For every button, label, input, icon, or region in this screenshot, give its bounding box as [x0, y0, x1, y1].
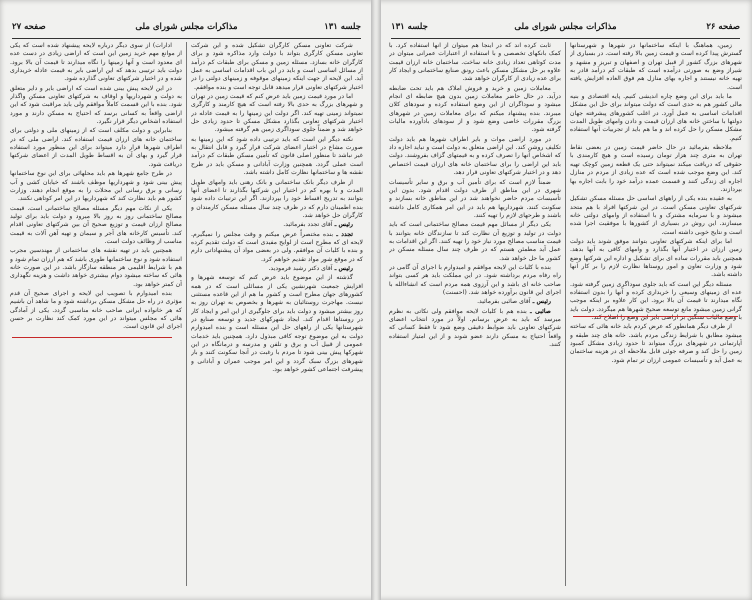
speaker-name: رئیس ـ [334, 264, 353, 272]
left-page-header [12, 22, 361, 36]
paragraph-text: آقای دکتر رشید فرمودید. [268, 264, 333, 272]
paragraph-text: همچنین باید در تهیه نقشه های ساختمانی از مهندسین مجرب استفاده شود و نوع ساختمانها طوری باشد که هم ارزان تمام شود و هم با شرایط اقلیمی هر منطقه سازگار باشد. در این صورت خانه هائی که ساخته میشود دوام بیشتری خواهد داشت و هزینه نگهداری آن کمتر خواهد بود. [10, 247, 182, 288]
right-column-a [570, 42, 742, 586]
paragraph [389, 221, 561, 263]
speaker-name: تجدد ـ [336, 230, 353, 238]
left-session-number: جلسه ۱۳۱ [324, 22, 361, 32]
paragraph [389, 85, 561, 135]
paragraph-text: نکته دیگر این است که باید ترتیبی داده شود که این زمینها به صورت مشاع در اختیار اعضای شرکت قرار گیرد و قابل انتقال به غیر نباشد تا منظور اصلی قانون که تأمین مسکن طبقات کم درآمد است عملی گردد. همچنین وزارت آبادانی و مسکن باید در طرح نقشه ها و ساختمانها نظارت کامل داشته باشد. [191, 135, 363, 177]
paragraph-text: بنده هم با کلیات لایحه موافقم ولی نکاتی به نظرم میرسد که باید به عرض برسانم. اولاً در مورد انتخاب اعضای شرکتهای تعاونی باید ضوابط دقیقی وضع شود تا فقط کسانی که واقعاً احتیاج به مسکن دارند عضو شوند و از این امتیاز استفاده کنند. [389, 307, 561, 349]
paragraph [570, 144, 742, 194]
paragraph-text: شرکت تعاونی مسکن کارگران تشکیل شده و این شرکت تعاونی مسکن کارگری بتواند با دولت وارد مذاکره شود و برای کارگران خانه بسازد. مسئله زمین و مسکن برای طبقات کم درآمد از مسائل اساسی است و باید در این باب اقدامات اساسی به عمل آید. این لایحه از جهت اینکه زمینهای موقوفه و زمینهای دولتی را در اختیار شرکتهای تعاونی قرار میدهد قابل توجه است و بنده موافقم. [191, 42, 363, 91]
paragraph-text: بنابراین و دولت مکلف است که از زمینهای ملی و دولتی برای ساختمان خانه های ارزان قیمت استفاده کند. اراضی ملی که در اطراف شهرها قرار دارد میتواند برای این منظور مورد استفاده قرار گیرد و بهای آن به اقساط طویل المدت از اعضای شرکتها دریافت شود. [10, 127, 182, 168]
left-column-a [191, 42, 363, 586]
speaker-name: صائبی ـ [529, 307, 552, 315]
paragraph-text: بنده با کلیات این لایحه موافقم و امیدوارم با اجرای آن گامی در راه رفاه مردم برداشته شود. در این مملکت باید هر کسی بتواند صاحب خانه ای باشد و این آرزوی همه مردم است که انشاءالله با اجرای این قانون برآورده خواهد شد. (احسنت) [389, 263, 561, 296]
paragraph [389, 136, 561, 178]
paragraph [10, 42, 182, 84]
paragraph-text: اما برای اینکه شرکتهای تعاونی بتوانند موفق شوند باید دولت زمین ارزان در اختیار آنها بگذارد و وامهای کافی به آنها بدهد. همچنین باید مقررات ساده ای برای تشکیل و اداره این شرکتها وضع شود و وزارت تعاون و امور روستاها نظارت لازم را بر کار آنها داشته باشد. [570, 237, 742, 279]
right-red-mark [573, 316, 738, 317]
paragraph-text: از طرف دیگر همانطور که عرض کردم باید خانه هائی که ساخته میشود مطابق با شرایط زندگی مردم باشد. خانه های چند طبقه و آپارتمانی در شهرهای بزرگ میتواند تا حدود زیادی مشکل کمبود زمین را حل کند و صرفه جوئی قابل ملاحظه ای در هزینه ساختمان به عمل آید و تأسیسات عمومی ارزان تر تمام شود. [570, 323, 742, 364]
paragraph [570, 195, 742, 237]
paragraph [389, 308, 561, 350]
paragraph [191, 136, 363, 178]
paragraph [389, 42, 561, 84]
paragraph-text: زمین، هماهنگ با اینکه ساختمانها در شهرها و شهرستانها گسترش پیدا کرده است و قیمت زمین بالا رفته است. در بسیاری از شهرهای بزرگ کشور از قبیل تهران و اصفهان و تبریز و مشهد و شیراز وضع به صورتی درآمده است که طبقات کم درآمد قادر به تهیه خانه نیستند و اجاره بهای منازل هم فوق العاده افزایش یافته است. [570, 42, 742, 91]
paragraph [10, 85, 182, 127]
left-column-divider [186, 42, 187, 586]
paragraph-text: یکی دیگر از مسائل مهم قیمت مصالح ساختمانی است که باید دولت در تولید و توزیع آن نظارت کند تا سازندگان خانه بتوانند با قیمت مناسب مصالح مورد نیاز خود را تهیه کنند. اگر این اقدامات به عمل آید مطمئن هستم که در ظرف چند سال مسئله مسکن در کشور ما حل خواهد شد. [389, 221, 561, 262]
paragraph-text: در مورد اراضی موات و بایر اطراف شهرها هم باید دولت تکلیف روشن کند. این اراضی متعلق به دولت است و نباید اجازه داد که اشخاص آنها را تصرف کرده و به قیمتهای گزاف بفروشند. دولت باید این اراضی را برای ساختمان خانه های ارزان قیمت اختصاص دهد و در اختیار شرکتهای تعاونی قرار دهد. [389, 135, 561, 177]
paragraph-text: بنده امیدوارم با تصویب این لایحه و اجرای صحیح آن قدم مؤثری در راه حل مشکل مسکن برداشته شود و ما شاهد آن باشیم که هر خانواده ایرانی صاحب خانه مناسبی گردد. یکی از آمادگی هائی که مجلس میتواند در این مورد کمک کند نظارت بر حسن اجرای این قانون است. [10, 289, 182, 331]
right-column-divider [565, 42, 566, 586]
paragraph-text: ضمناً لازم است که برای تأمین آب و برق و سایر تأسیسات شهری در این مناطق از طرف دولت اقدام شود. بدون این تأسیسات مردم حاضر نخواهند شد در این مناطق خانه بسازند و سکونت کنند. شهرداریها هم باید در این امر همکاری کامل داشته باشند و طرحهای لازم را تهیه کنند. [389, 178, 561, 219]
paragraph [191, 274, 363, 374]
left-header-rule [12, 38, 361, 39]
paragraph [570, 323, 742, 365]
paragraph-text: به عقیده بنده یکی از راههای اساسی حل مسئله مسکن تشکیل شرکتهای تعاونی مسکن است. در این شرکتها افراد با هم متحد میشوند و با سرمایه مشترک و با استفاده از وامهای دولتی خانه میسازند. این روش در بسیاری از کشورها با موفقیت اجرا شده است و نتایج خوبی داشته است. [570, 195, 742, 236]
book-gutter [371, 0, 381, 600]
left-red-mark [12, 337, 172, 338]
left-page [4, 0, 369, 600]
left-running-title: مذاکرات مجلس شورای ملی [135, 22, 238, 32]
paragraph-text: یکی از نکات مهم دیگر مسئله مصالح ساختمانی است. قیمت مصالح ساختمانی روز به روز بالا میرود و دولت باید برای تولید مصالح ارزان قیمت و توزیع صحیح آن بین شرکتهای تعاونی اقدام کند. تأسیس کارخانه های آجر و سیمان و تهیه آهن آلات به قیمت مناسب از وظائف دولت است. [10, 204, 182, 245]
paragraph-text: در این لایحه پیش بینی شده است که اراضی بایر و دایر متعلق به دولت و شهرداریها و اوقاف به شرکتهای تعاونی مسکن واگذار شود. بنده با این قسمت کاملاً موافقم ولی باید مراقبت شود که این اراضی واقعاً به کسانی برسد که احتیاج به مسکن دارند و مورد استفاده اشخاص دیگر قرار نگیرد. [10, 84, 182, 126]
paragraph-text: ما باید برای این وضع چاره اندیشی کنیم. پایه اقتصادی و بنیه مالی کشور هم به حدی است که دولت میتواند برای حل این مشکل اقدامات اساسی به عمل آورد. در اغلب کشورهای پیشرفته جهان دولتها با ساختن خانه های ارزان قیمت و دادن وامهای طویل المدت مشکل مسکن را حل کرده اند و ما هم باید از تجربیات آنها استفاده کنیم. [570, 93, 742, 142]
paragraph [191, 179, 363, 221]
right-header-rule [391, 38, 740, 39]
speaker-name: رئیس ـ [334, 221, 353, 229]
paragraph-text: اما در مورد قیمت زمین باید عرض کنم که قیمت زمین در تهران و شهرهای بزرگ به حدی بالا رفته است که هیچ کارمند و کارگری نمیتواند زمینی تهیه کند. اگر دولت این زمینها را به قیمت عادله در اختیار شرکتهای تعاونی بگذارد مشکل مسکن تا حدود زیادی حل خواهد شد و ضمناً جلوی سوداگری زمین هم گرفته میشود. [191, 93, 363, 134]
right-page [383, 0, 748, 600]
paragraph [570, 42, 742, 92]
paragraph-text: ملاحظه بفرمائید در حال حاضر قیمت زمین در بعضی نقاط تهران به متری چند هزار تومان رسیده است و هیچ کارمندی با حقوقی که دریافت میکند نمیتواند حتی یک قطعه زمین کوچک تهیه کند. این وضع موجب شده است که عده زیادی از مردم در منازل اجاره ای زندگی کنند و قسمت عمده درآمد خود را بابت اجاره بها بپردازند. [570, 144, 742, 193]
paragraph [389, 179, 561, 221]
paragraph [191, 231, 363, 264]
paragraph [10, 127, 182, 169]
right-running-title: مذاکرات مجلس شورای ملی [514, 22, 617, 32]
right-page-header [391, 22, 740, 36]
paragraph [10, 290, 182, 332]
paragraph [191, 265, 363, 273]
right-session-number: جلسه ۱۳۱ [391, 22, 428, 32]
right-page-number: صفحه ۲۶ [706, 22, 740, 32]
paragraph-text: در طرح جامع شهرها هم باید محلهائی برای این نوع ساختمانها پیش بینی شود و شهرداریها موظف باشند که خیابان کشی و آب رسانی و برق رسانی این محلات را به موقع انجام دهند. وزارت کشور هم باید نظارت کند که شهرداریها در این امر کوتاهی نکنند. [10, 170, 182, 203]
left-page-number: صفحه ۲۷ [12, 22, 46, 32]
paragraph [10, 205, 182, 247]
paragraph-text: بنده مختصراً عرض میکنم و وقت مجلس را نمیگیرم. لایحه ای که مطرح است از لوایح مفیدی است که دولت تقدیم کرده و بنده با کلیات آن موافقم. ولی در بعضی مواد آن پیشنهاداتی دارم که در موقع شور مواد تقدیم خواهم کرد. [191, 230, 363, 263]
paragraph-text: از طرف دیگر بانک ساختمانی و بانک رهنی باید وامهای طویل المدت و با بهره کم در اختیار این شرکتها بگذارند تا اعضای آنها بتوانند به تدریج اقساط خود را بپردازند. اگر این ترتیبات داده شود بنده اطمینان دارم که در ظرف چند سال مسئله مسکن کارمندان و کارگران حل خواهد شد. [191, 178, 363, 219]
left-column-b [10, 42, 182, 586]
paragraph [191, 221, 363, 229]
paragraph [10, 170, 182, 203]
paragraph-text: گذشته از این موضوع باید عرض کنم که توسعه شهرها و افزایش جمعیت شهرنشین یکی از مسائلی است که در همه کشورهای جهان مطرح است و کشور ما هم از این قاعده مستثنی نیست. مهاجرت روستائیان به شهرها و بخصوص به تهران روز به روز بیشتر میشود و دولت باید برای جلوگیری از این امر و ایجاد کار در روستاها اقدام کند. ایجاد شهرکهای جدید و توسعه صنایع در شهرستانها یکی از راههای حل این مسئله است و بنده امیدوارم دولت به این موضوع توجه کافی مبذول دارد. همچنین باید خدمات عمومی از قبیل آب و برق و تلفن و مدرسه و درمانگاه در این شهرکها پیش بینی شود تا مردم با رغبت در آنجا سکونت کنند و بار شهرهای بزرگ سبک گردد و این امر موجب عمران و آبادانی و پیشرفت اجتماعی کشور خواهد بود. [191, 274, 363, 374]
paragraph [570, 93, 742, 143]
paragraph-text: معاملات زمین و خرید و فروش املاک هم باید تحت ضابطه درآید. در حال حاضر معاملات زمین بدون هیچ ضابطه ای انجام میشود و سوداگران از این وضع استفاده کرده و سودهای کلان میبرند. بنده پیشنهاد میکنم که برای معاملات زمین در شهرهای بزرگ مقررات خاصی وضع شود و از سودهای بادآورده مالیات گرفته شود. [389, 84, 561, 134]
paragraph-text: آقای تجدد بفرمائید. [283, 221, 333, 229]
paragraph [570, 238, 742, 280]
paragraph [191, 93, 363, 135]
paragraph-text: آقای صائبی بفرمائید. [477, 298, 531, 306]
paragraph [191, 42, 363, 92]
paragraph [10, 247, 182, 289]
paragraph [389, 264, 561, 297]
paragraph-text: ثابت کرده اند که در اینجا هم میتوان از آنها استفاده کرد. با کمک بانکهای تخصصی و با استفاده از اعتبارات عمرانی میتوان در مدت کوتاهی تعداد زیادی خانه ساخت. ساختمان خانه ارزان قیمت علاوه بر حل مشکل مسکن باعث رونق صنایع ساختمانی و ایجاد کار برای عده زیادی از کارگران خواهد شد. [389, 42, 561, 83]
paragraph-text: مسئله دیگر این است که باید جلوی سوداگری زمین گرفته شود. عده ای زمینهای وسیعی را خریداری کرده و آنها را بدون استفاده نگاه میدارند تا قیمت آن بالا برود. این کار علاوه بر اینکه موجب گرانی زمین میشود مانع توسعه صحیح شهرها هم میگردد. دولت باید با وضع مالیات سنگین بر اراضی بایر این وضع را اصلاح کند. [570, 280, 742, 321]
right-column-b [389, 42, 561, 586]
paragraph-text: ادارات) از سوی دیگر درباره لایحه پیشنهاد شده است که یکی از موانع مهم خرید زمین این است که اراضی زیادی در دست عده ای معدود است و آنها زمینها را نگاه میدارند تا قیمت آن بالا برود. دولت باید ترتیبی بدهد که این اراضی بایر به قیمت عادله خریداری شده و در اختیار شرکتهای تعاونی گذارده شود. [10, 42, 182, 83]
speaker-name: رئیس ـ [532, 298, 551, 306]
paragraph [389, 298, 561, 306]
